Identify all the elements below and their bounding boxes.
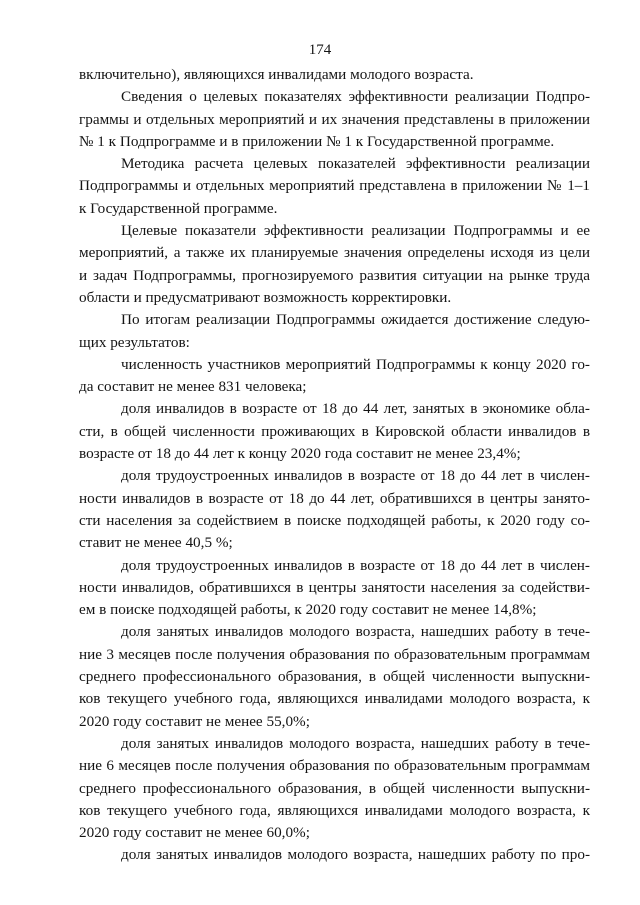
text-line: доля занятых инвалидов молодого возраста, нашедших работу в тече-	[121, 734, 590, 752]
text-line: доля занятых инвалидов молодого возраста, нашедших работу в тече-	[121, 623, 590, 641]
paragraph	[79, 398, 590, 465]
text-line: ности инвалидов в возрасте от 18 до 44 лет, обратившихся в центры занято-	[79, 489, 590, 507]
text-line: 2020 году составит не менее 60,0%;	[79, 824, 310, 842]
text-line: щих результатов:	[79, 333, 190, 351]
text-line: Целевые показатели эффективности реализации Подпрограммы и ее	[121, 222, 590, 240]
paragraph	[79, 64, 590, 86]
text-line: да составит не менее 831 человека;	[79, 378, 307, 396]
paragraph	[79, 844, 590, 866]
text-line: сти, в общей численности проживающих в Кировской области инвалидов в	[79, 422, 590, 440]
text-line: и задач Подпрограммы, прогнозируемого развития ситуации на рынке труда	[79, 266, 590, 284]
text-line: 2020 году составит не менее 55,0%;	[79, 712, 310, 730]
paragraph	[79, 733, 590, 844]
text-line: численность участников мероприятий Подпрограммы к концу 2020 го-	[121, 355, 590, 373]
text-line: граммы и отдельных мероприятий и их значения представлены в приложении	[79, 110, 590, 128]
paragraph	[79, 354, 590, 399]
paragraph	[79, 220, 590, 309]
text-line: возрасте от 18 до 44 лет к концу 2020 года составит не менее 23,4%;	[79, 445, 521, 463]
paragraph	[79, 86, 590, 153]
paragraph	[79, 153, 590, 220]
text-line: ние 3 месяцев после получения образования по образовательным программам	[79, 645, 590, 663]
text-line: ков текущего учебного года, являющихся инвалидами молодого возраста, к	[79, 690, 590, 708]
text-line: доля трудоустроенных инвалидов в возрасте от 18 до 44 лет в числен-	[121, 556, 590, 574]
text-line: доля инвалидов в возрасте от 18 до 44 лет, занятых в экономике обла-	[121, 400, 590, 418]
paragraph	[79, 309, 590, 354]
paragraph	[79, 621, 590, 732]
document-body	[79, 64, 590, 867]
text-line: Методика расчета целевых показателей эффективности реализации	[121, 155, 590, 173]
text-line: По итогам реализации Подпрограммы ожидается достижение следую-	[121, 311, 590, 329]
text-line: Сведения о целевых показателях эффективности реализации Подпро-	[121, 88, 590, 106]
paragraph	[79, 555, 590, 622]
text-line: ем в поиске подходящей работы, к 2020 году составит не менее 14,8%;	[79, 601, 537, 619]
text-line: ние 6 месяцев после получения образования по образовательным программам	[79, 757, 590, 775]
text-line: сти населения за содействием в поиске подходящей работы, к 2020 году со-	[79, 511, 590, 529]
text-line: Подпрограммы и отдельных мероприятий представлена в приложении № 1–1	[79, 177, 590, 195]
text-line: доля трудоустроенных инвалидов в возрасте от 18 до 44 лет в числен-	[121, 467, 590, 485]
text-line: ков текущего учебного года, являющихся инвалидами молодого возраста, к	[79, 801, 590, 819]
text-line: области и предусматривают возможность корректировки.	[79, 288, 452, 306]
text-line: среднего профессионального образования, в общей численности выпускни-	[79, 668, 590, 686]
text-line: мероприятий, а также их планируемые значения определены исходя из цели	[79, 244, 590, 262]
text-line: среднего профессионального образования, в общей численности выпускни-	[79, 779, 590, 797]
text-line: к Государственной программе.	[79, 199, 278, 217]
text-line: включительно), являющихся инвалидами молодого возраста.	[79, 66, 474, 83]
page-number: 174	[308, 42, 332, 58]
text-line: доля занятых инвалидов молодого возраста, нашедших работу по про-	[121, 846, 590, 864]
paragraph	[79, 465, 590, 554]
text-line: ности инвалидов, обратившихся в центры занятости населения за содействи-	[79, 578, 590, 596]
text-line: ставит не менее 40,5 %;	[79, 534, 233, 552]
text-line: № 1 к Подпрограмме и в приложении № 1 к Государственной программе.	[79, 132, 555, 150]
